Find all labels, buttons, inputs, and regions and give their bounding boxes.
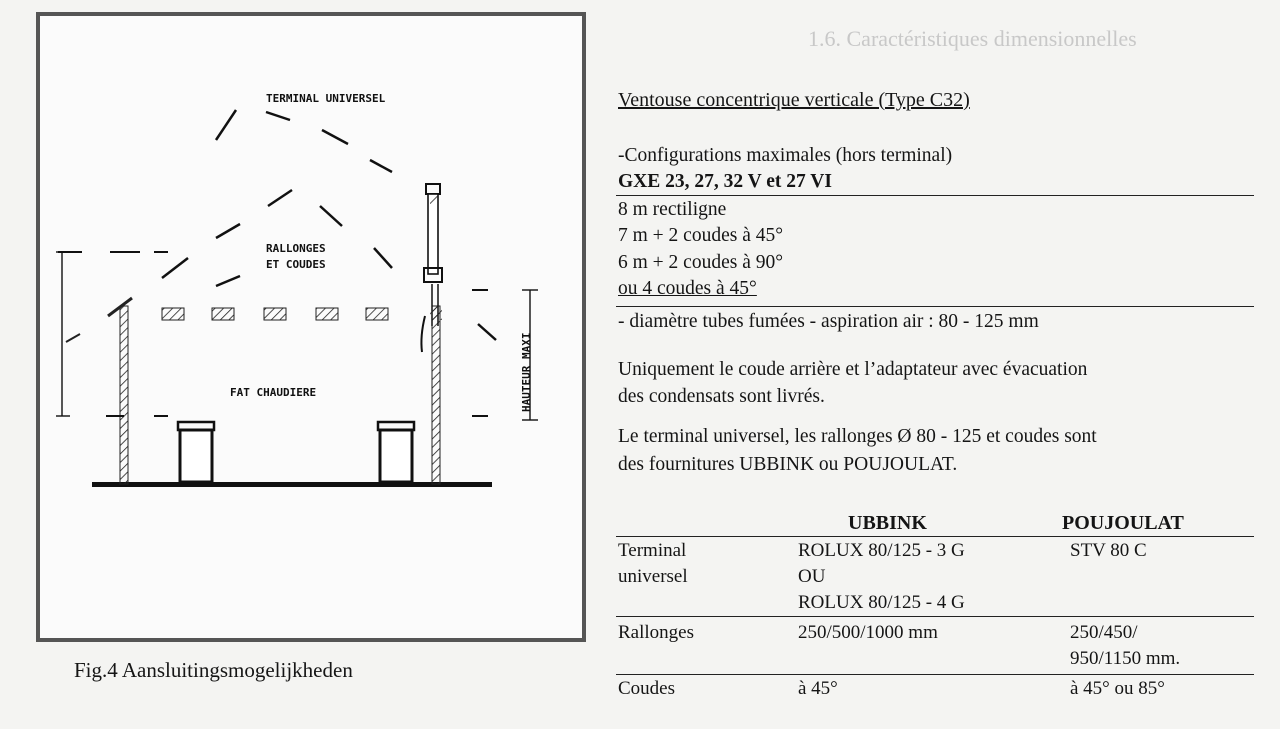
bleed-through-header: 1.6. Caractéristiques dimensionnelles	[808, 26, 1137, 51]
left-wall	[120, 306, 128, 484]
table-cell-label: Coudes	[618, 678, 675, 699]
paragraph-line: Uniquement le coude arrière et l’adaptateur avec évacuation	[618, 359, 1088, 380]
table-cell-ubbink: à 45°	[798, 678, 838, 699]
table-rule	[616, 536, 1254, 537]
config-line: 6 m + 2 coudes à 90°	[618, 252, 784, 273]
table-cell-label: Rallonges	[618, 622, 694, 643]
right-wall	[432, 306, 440, 484]
label-terminal: TERMINAL UNIVERSEL	[266, 92, 386, 105]
diameter-line: - diamètre tubes fumées - aspiration air : 80 - 125 mm	[618, 311, 1039, 332]
installation-diagram	[40, 16, 586, 642]
table-header-ubbink: UBBINK	[848, 512, 927, 534]
config-line: ou 4 coudes à 45°	[618, 278, 757, 299]
table-rule	[616, 616, 1254, 617]
paragraph-line: des condensats sont livrés.	[618, 386, 825, 407]
boiler-left	[178, 422, 214, 482]
table-cell-ubbink: 250/500/1000 mm	[798, 622, 938, 643]
table-cell-poujoulat: STV 80 C	[1070, 540, 1147, 561]
table-cell-poujoulat: 950/1150 mm.	[1070, 648, 1181, 669]
table-cell-ubbink: ROLUX 80/125 - 3 G	[798, 540, 965, 561]
table-cell-label: universel	[618, 566, 688, 587]
table-cell-poujoulat: à 45° ou 85°	[1070, 678, 1165, 699]
table-rule	[616, 674, 1254, 675]
table-header-poujoulat: POUJOULAT	[1062, 512, 1184, 534]
config-line: 7 m + 2 coudes à 45°	[618, 225, 784, 246]
config-line: 8 m rectiligne	[618, 199, 727, 220]
boiler-right	[378, 422, 414, 482]
config-intro: -Configurations maximales (hors terminal)	[618, 145, 953, 166]
rule	[616, 306, 1254, 307]
label-coudes: ET COUDES	[266, 258, 326, 271]
label-hauteur: HAUTEUR MAXI	[520, 332, 533, 412]
label-chaudiere: FAT CHAUDIERE	[230, 386, 317, 399]
label-rallonges: RALLONGES	[266, 242, 326, 255]
figure-frame	[36, 12, 586, 642]
table-cell-ubbink: OU	[798, 566, 826, 587]
paragraph-line: Le terminal universel, les rallonges Ø 80 - 125 et coudes sont	[618, 426, 1097, 447]
models-line: GXE 23, 27, 32 V et 27 VI	[618, 171, 832, 192]
paragraph-line: des fournitures UBBINK ou POUJOULAT.	[618, 454, 958, 475]
section-title: Ventouse concentrique verticale (Type C32)	[618, 89, 970, 111]
rule	[616, 195, 1254, 196]
extension-strokes	[162, 110, 496, 340]
table-cell-poujoulat: 250/450/	[1070, 622, 1138, 643]
table-cell-ubbink: ROLUX 80/125 - 4 G	[798, 592, 965, 613]
table-cell-label: Terminal	[618, 540, 687, 561]
figure-caption: Fig.4 Aansluitingsmogelijkheden	[74, 658, 353, 682]
hatched-segments	[162, 308, 388, 320]
